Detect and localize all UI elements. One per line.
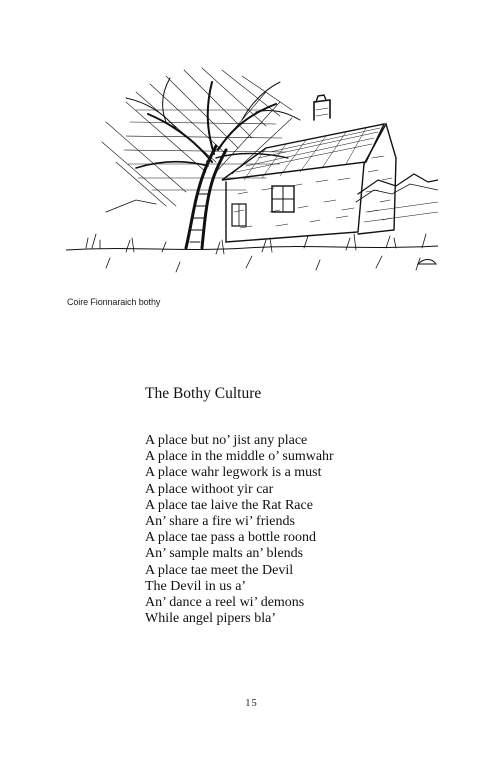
poem-title: The Bothy Culture [145, 385, 262, 402]
bothy-illustration [66, 62, 438, 294]
poem-line: A place but no’ jist any place [145, 433, 308, 448]
poem-line: An’ sample malts an’ blends [145, 546, 304, 562]
poem-line: A place tae meet the Devil [145, 562, 294, 578]
poem-line: The Devil in us a’ [145, 578, 247, 594]
page-number: 15 [245, 698, 258, 709]
poem-line: A place wahr legwork is a must [145, 465, 322, 481]
poem-line: A place tae laive the Rat Race [145, 497, 313, 513]
poem-line: A place tae pass a bottle roond [145, 530, 317, 546]
poem-line: A place in the middle o’ sumwahr [145, 449, 334, 465]
poem-line: An’ share a fire wi’ friends [145, 514, 295, 530]
poem-line: A place withoot yir car [145, 481, 274, 497]
illustration-caption: Coire Fionnaraich bothy [67, 297, 161, 307]
poem-line: An’ dance a reel wi’ demons [145, 595, 305, 611]
poem-line: While angel pipers bla’ [145, 611, 277, 627]
poem-body [145, 433, 334, 627]
